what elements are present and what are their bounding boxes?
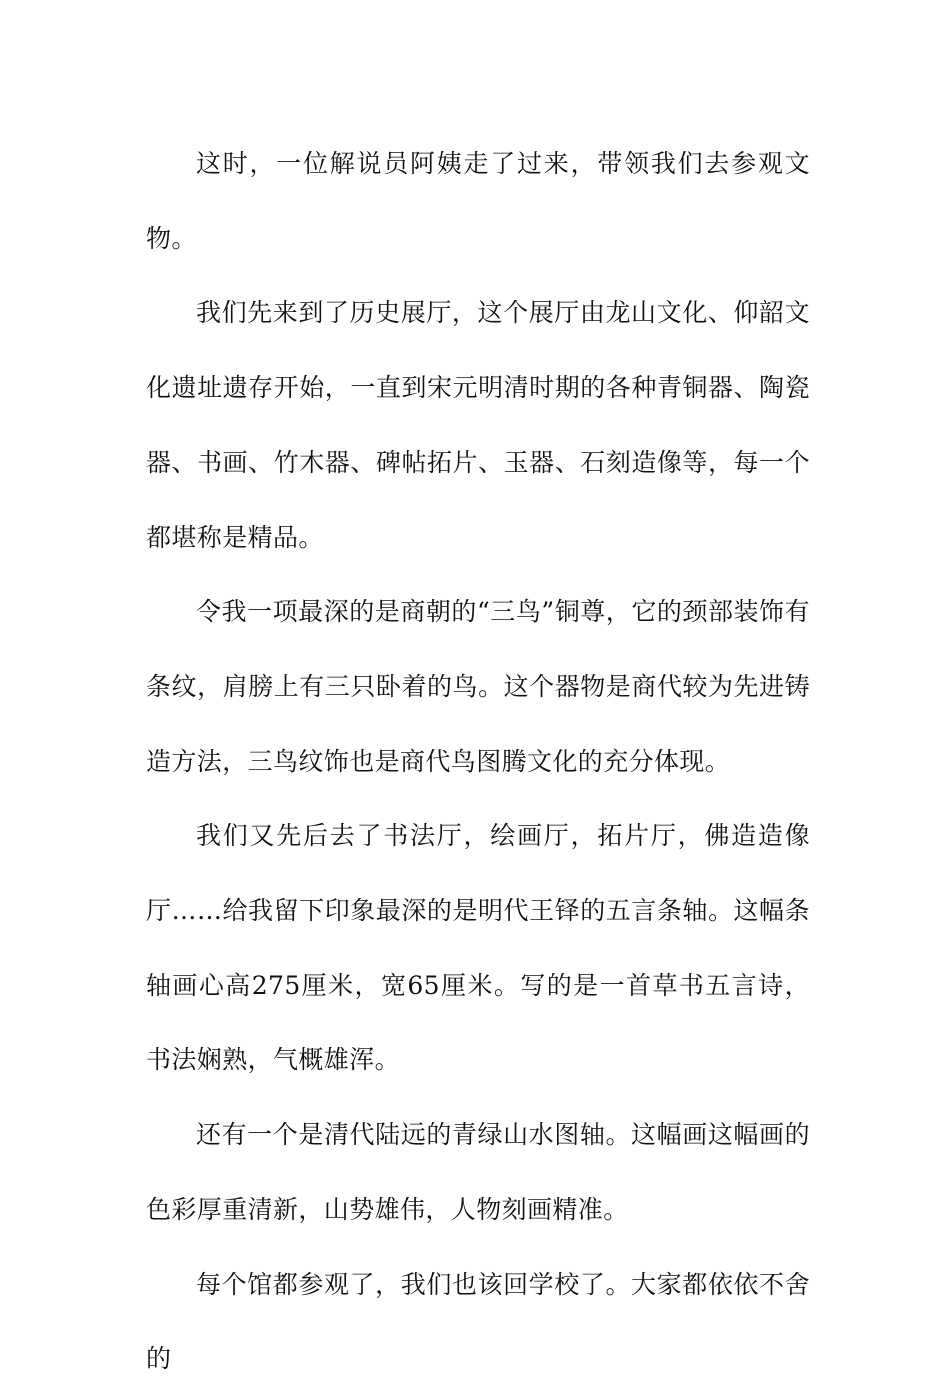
paragraph-1: 这时，一位解说员阿姨走了过来，带领我们去参观文物。 [146,149,810,253]
paragraph-2: 我们先来到了历史展厅，这个展厅由龙山文化、仰韶文化遗址遗存开始，一直到宋元明清时期的各种青铜器、陶瓷器、书画、竹木器、碑帖拓片、玉器、石刻造像等，每一个都堪称是精品。 [146,298,810,552]
document-body [146,127,810,1397]
paragraph-6: 每个馆都参观了，我们也该回学校了。大家都依依不舍的 [146,1269,810,1374]
paragraph-3: 令我一项最深的是商朝的“三鸟”铜尊，它的颈部装饰有条纹，肩膀上有三只卧着的鸟。这个器物是商代较为先进铸造方法，三鸟纹饰也是商代鸟图腾文化的充分体现。 [146,597,810,776]
paragraph-5: 还有一个是清代陆远的青绿山水图轴。这幅画这幅画的色彩厚重清新，山势雄伟，人物刻画精准。 [146,1120,810,1224]
paragraph-4: 我们又先后去了书法厅，绘画厅，拓片厅，佛造造像厅……给我留下印象最深的是明代王铎的五言条轴。这幅条轴画心高275厘米，宽65厘米。写的是一首草书五言诗，书法娴熟，气概雄浑。 [146,821,810,1075]
